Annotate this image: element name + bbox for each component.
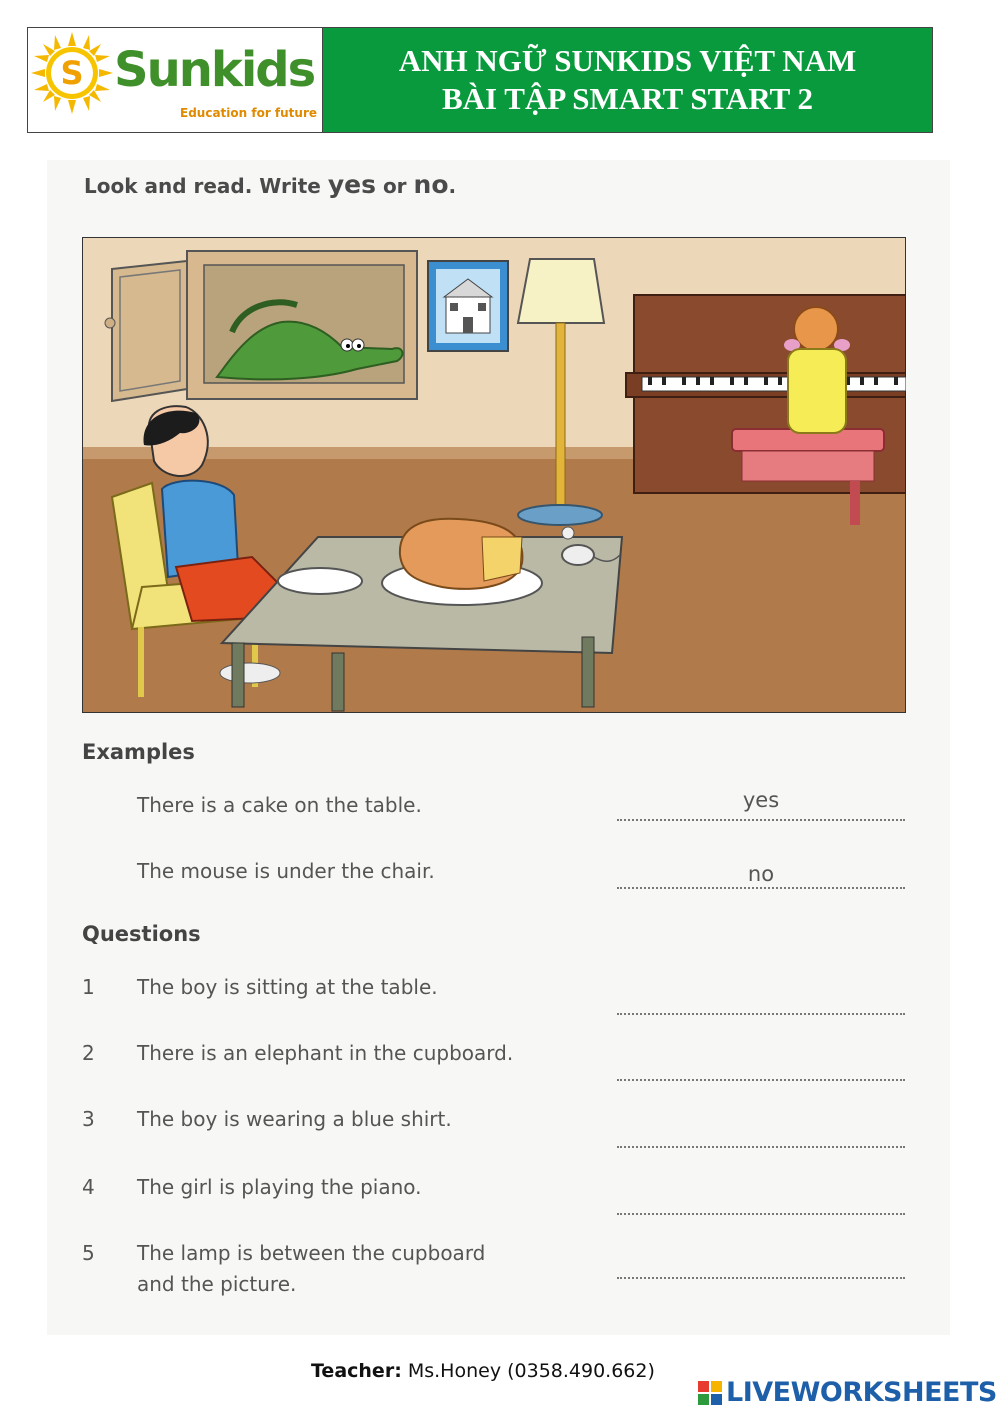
question-4-answer-line[interactable]: [617, 1213, 905, 1215]
question-2-answer-line[interactable]: [617, 1079, 905, 1081]
question-5-answer-line[interactable]: [617, 1277, 905, 1279]
question-1-answer-line[interactable]: [617, 1013, 905, 1015]
question-2-text: There is an elephant in the cupboard.: [137, 1041, 514, 1065]
header-title-line2: BÀI TẬP SMART START 2: [441, 81, 814, 116]
question-5-text: [137, 1238, 485, 1300]
instruction-yes: yes: [327, 170, 376, 199]
example-2-answer: no: [747, 862, 775, 886]
instruction-or: or: [382, 174, 407, 198]
question-3-number: 3: [82, 1107, 95, 1131]
header-title-line1: ANH NGỮ SUNKIDS VIỆT NAM: [398, 43, 857, 78]
question-1-text: The boy is sitting at the table.: [137, 975, 438, 999]
house-picture: [428, 261, 508, 351]
example-1-answer: yes: [742, 788, 780, 812]
question-3-text: The boy is wearing a blue shirt.: [137, 1107, 452, 1131]
teacher-label: Teacher:: [311, 1360, 402, 1382]
question-2-number: 2: [82, 1041, 95, 1065]
example-2-line: [617, 887, 905, 889]
examples-heading: Examples: [82, 740, 195, 764]
question-5-text-line1: The lamp is between the cupboard: [137, 1241, 486, 1265]
instruction-no: no: [413, 170, 449, 199]
small-plate: [278, 568, 362, 594]
instruction-prefix: Look and read. Write: [84, 174, 321, 198]
question-4-number: 4: [82, 1175, 95, 1199]
sun-icon: [31, 32, 113, 114]
question-1-number: 1: [82, 975, 95, 999]
svg-text:S: S: [60, 54, 84, 92]
question-4-text: The girl is playing the piano.: [137, 1175, 422, 1199]
sunkids-logo: [28, 28, 323, 132]
instruction: [84, 170, 456, 199]
question-3-answer-line[interactable]: [617, 1146, 905, 1148]
questions-heading: Questions: [82, 922, 201, 946]
liveworksheets-logo: [698, 1377, 997, 1408]
question-5-number: 5: [82, 1241, 95, 1265]
instruction-period: .: [448, 174, 457, 198]
example-1-line: [617, 819, 905, 821]
teacher-credit: [311, 1360, 655, 1382]
piano: [626, 295, 906, 525]
liveworksheets-wordmark: LIVEWORKSHEETS: [726, 1377, 997, 1408]
room-illustration: [82, 237, 906, 713]
question-5-text-line2: and the picture.: [137, 1272, 297, 1296]
worksheet-header: [27, 27, 933, 133]
example-1-text: There is a cake on the table.: [137, 793, 422, 817]
header-title: [323, 28, 932, 132]
logo-wordmark: Sunkids: [114, 42, 315, 98]
liveworksheets-icon: [698, 1381, 722, 1405]
teacher-name: Ms.Honey (0358.490.662): [407, 1360, 655, 1382]
logo-tagline: Education for future: [180, 106, 318, 120]
example-2-text: The mouse is under the chair.: [137, 859, 435, 883]
